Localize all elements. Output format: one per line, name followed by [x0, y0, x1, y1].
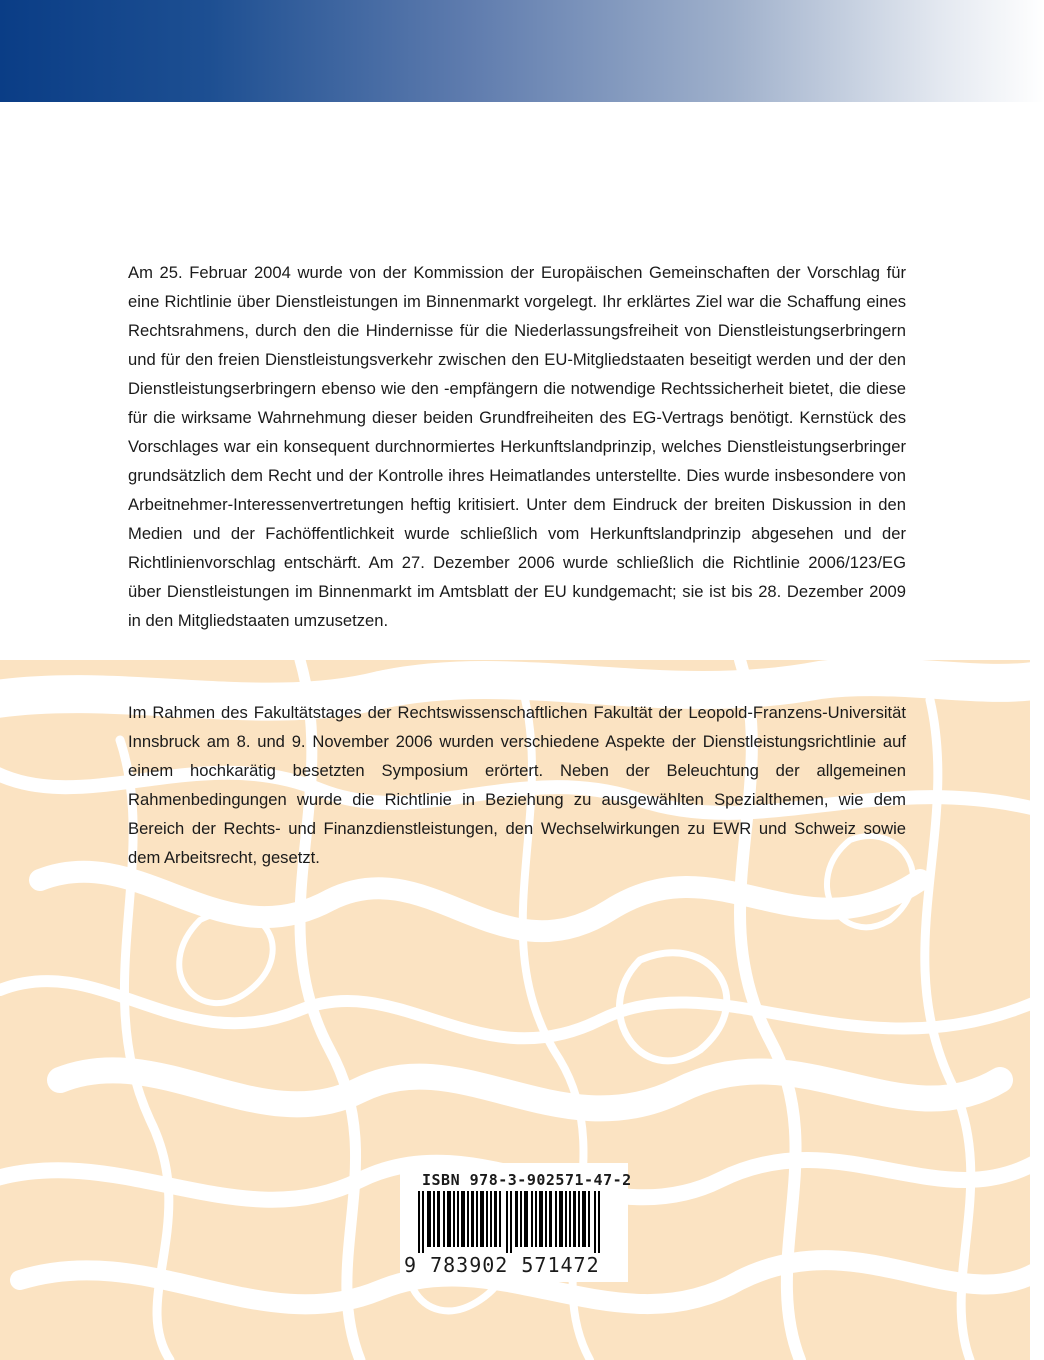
header-gradient-band [0, 0, 1044, 102]
symposium-paragraph: Im Rahmen des Fakultätstages der Rechtswissenschaftlichen Fakultät der Leopold-Franzens-Universität Innsbruck am 8. und 9. November 2006 wurden verschiedene Aspekte der Dienstleistungsrichtlinie auf einem hochkarätig besetzten Symposium erörtert. Neben der Beleuchtung der allgemeinen Rahmenbedingungen wurde die Richtlinie in Beziehung zu ausgewählten Spezialthemen, wie dem Bereich der Rechts- und Finanzdienstleistungen, den Wechselwirkungen zu EWR und Schweiz sowie dem Arbeitsrecht, gesetzt. [128, 703, 906, 867]
isbn-barcode [400, 1163, 632, 1282]
intro-paragraph: Am 25. Februar 2004 wurde von der Kommission der Europäischen Gemeinschaften der Vorschlag für eine Richtlinie über Dienstleistungen im Binnenmarkt vorgelegt. Ihr erklärtes Ziel war die Schaffung eines Rechtsrahmens, durch den die Hindernisse für die Niederlassungsfreiheit von Dienstleistungserbringern und für den freien Dienstleistungsverkehr zwischen den EU-Mitgliedstaaten beseitigt werden und der den Dienstleistungserbringern ebenso wie den -empfängern die notwendige Rechtssicherheit bietet, die diese für die wirksame Wahrnehmung dieser beiden Grundfreiheiten des EG-Vertrags benötigt. Kernstück des Vorschlages war ein konsequent durchnormiertes Herkunftslandprinzip, welches Dienstleistungserbringer grundsätzlich dem Recht und der Kontrolle ihres Heimatlandes unterstellte. Dies wurde insbesondere von Arbeitnehmer-Interessenvertretungen heftig kritisiert. Unter dem Eindruck der breiten Diskussion in den Medien und der Fachöffentlichkeit wurde schließlich vom Herkunftslandprinzip abgesehen und der Richtlinienvorschlag entschärft. Am 27. Dezember 2006 wurde schließlich die Richtlinie 2006/123/EG über Dienstleistungen im Binnenmarkt im Amtsblatt der EU kundgemacht; sie ist bis 28. Dezember 2009 in den Mitgliedstaaten umzusetzen. [128, 263, 906, 630]
barcode-digits: 9 783902 571472 [404, 1253, 600, 1277]
isbn-label: ISBN 978-3-902571-47-2 [422, 1171, 632, 1189]
barcode-bars [408, 1191, 620, 1253]
